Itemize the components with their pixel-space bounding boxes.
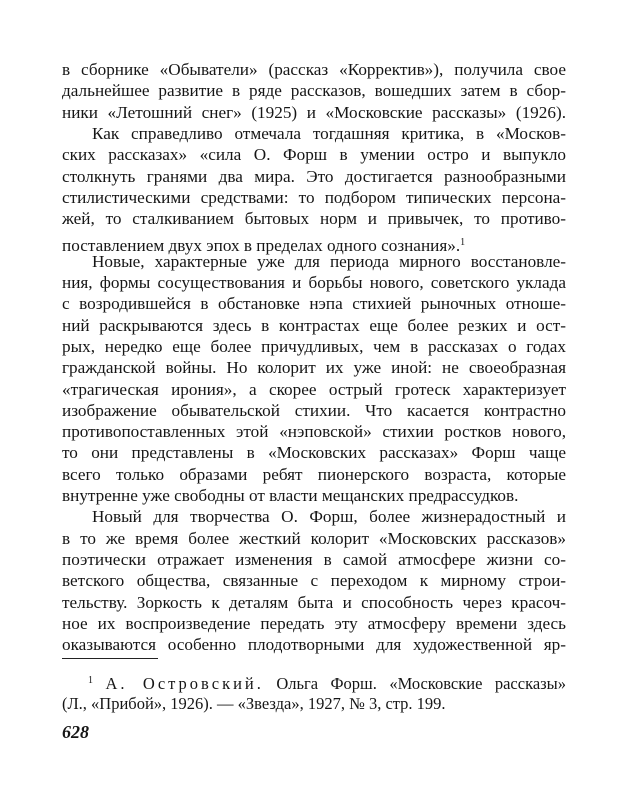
- text-line: ских рассказах» «сила О. Форш в умении остро и выпукло: [62, 145, 566, 165]
- footnote-reference: 1: [460, 237, 466, 248]
- text-line: гражданской войны. Но колорит их уже иной: не своеобразная: [62, 358, 566, 378]
- text-line: в то же время более жесткий колорит «Московских рассказов»: [62, 528, 566, 548]
- text-line: всего только образами ребят пионерского возраста, которые: [62, 464, 566, 484]
- text-line: поэтически отражает изменения в самой атмосфере жизни со-: [62, 549, 566, 569]
- text-line: поставлением двух эпох в пределах одного сознания».: [62, 236, 461, 255]
- text-line: Новый для творчества О. Форш, более жизнерадостный и: [92, 507, 566, 527]
- text-line: рых, нередко еще более причудливых, чем в рассказах о годах: [62, 336, 566, 356]
- text-line: ветского общества, связанные с переходом к мирному строи-: [62, 571, 566, 591]
- text-line: ния, формы сосуществования и борьбы нового, советского уклада: [62, 273, 566, 292]
- text-line: то они представлены в «Московских рассказах» Форш чаще: [62, 443, 566, 463]
- text-line: тельству. Зоркость к деталям быта и способность через красоч-: [62, 592, 566, 612]
- text-line: ники «Летошний снег» (1925) и «Московские рассказы» (1926).: [62, 102, 566, 122]
- text-line: изображение обывательской стихии. Что касается контрастно: [62, 400, 566, 420]
- text-line: столкнуть гранями два мира. Это достигается разнообразными: [62, 166, 566, 186]
- footnote-marker: 1: [88, 675, 93, 686]
- text-line: Как справедливо отмечала тогдашняя критика, в «Москов-: [92, 123, 566, 143]
- text-line: ное их воспроизведение передать эту атмосферу времени здесь: [62, 613, 566, 633]
- footnote-title: Ольга Форш. «Московские рассказы»: [276, 674, 567, 693]
- footnote-rule: [62, 658, 158, 659]
- text-line: внутренне уже свободны от власти мещанских предрассудков.: [62, 486, 519, 505]
- text-line: Новые, характерные уже для периода мирного восстановле-: [92, 251, 566, 271]
- text-line: в сборнике «Обыватели» (рассказ «Корректив»), получила свое: [62, 60, 566, 79]
- text-line: жей, то сталкиванием бытовых норм и привычек, то противо-: [62, 209, 566, 229]
- text-line: дальнейшее развитие в ряде рассказов, вошедших затем в сбор-: [62, 81, 566, 101]
- page-number: 628: [62, 722, 89, 742]
- text-line: с возродившейся в обстановке нэпа стихией рыночных отноше-: [62, 294, 566, 314]
- text-line: оказываются особенно плодотворными для художественной яр-: [62, 635, 566, 655]
- footnote-author: А. Островский.: [105, 674, 264, 693]
- text-line: ний раскрываются здесь в контрастах еще более резких и ост-: [62, 315, 566, 335]
- text-line: «трагическая ирония», а скорее острый гротеск характеризует: [62, 379, 566, 399]
- footnote-continuation: (Л., «Прибой», 1926). — «Звезда», 1927, № 3, стр. 199.: [62, 694, 446, 713]
- text-line: противопоставленных этой «нэповской» стихии ростков нового,: [62, 422, 566, 442]
- text-line: стилистическими средствами: то подбором типических персона-: [62, 187, 566, 207]
- footnote: [88, 674, 566, 694]
